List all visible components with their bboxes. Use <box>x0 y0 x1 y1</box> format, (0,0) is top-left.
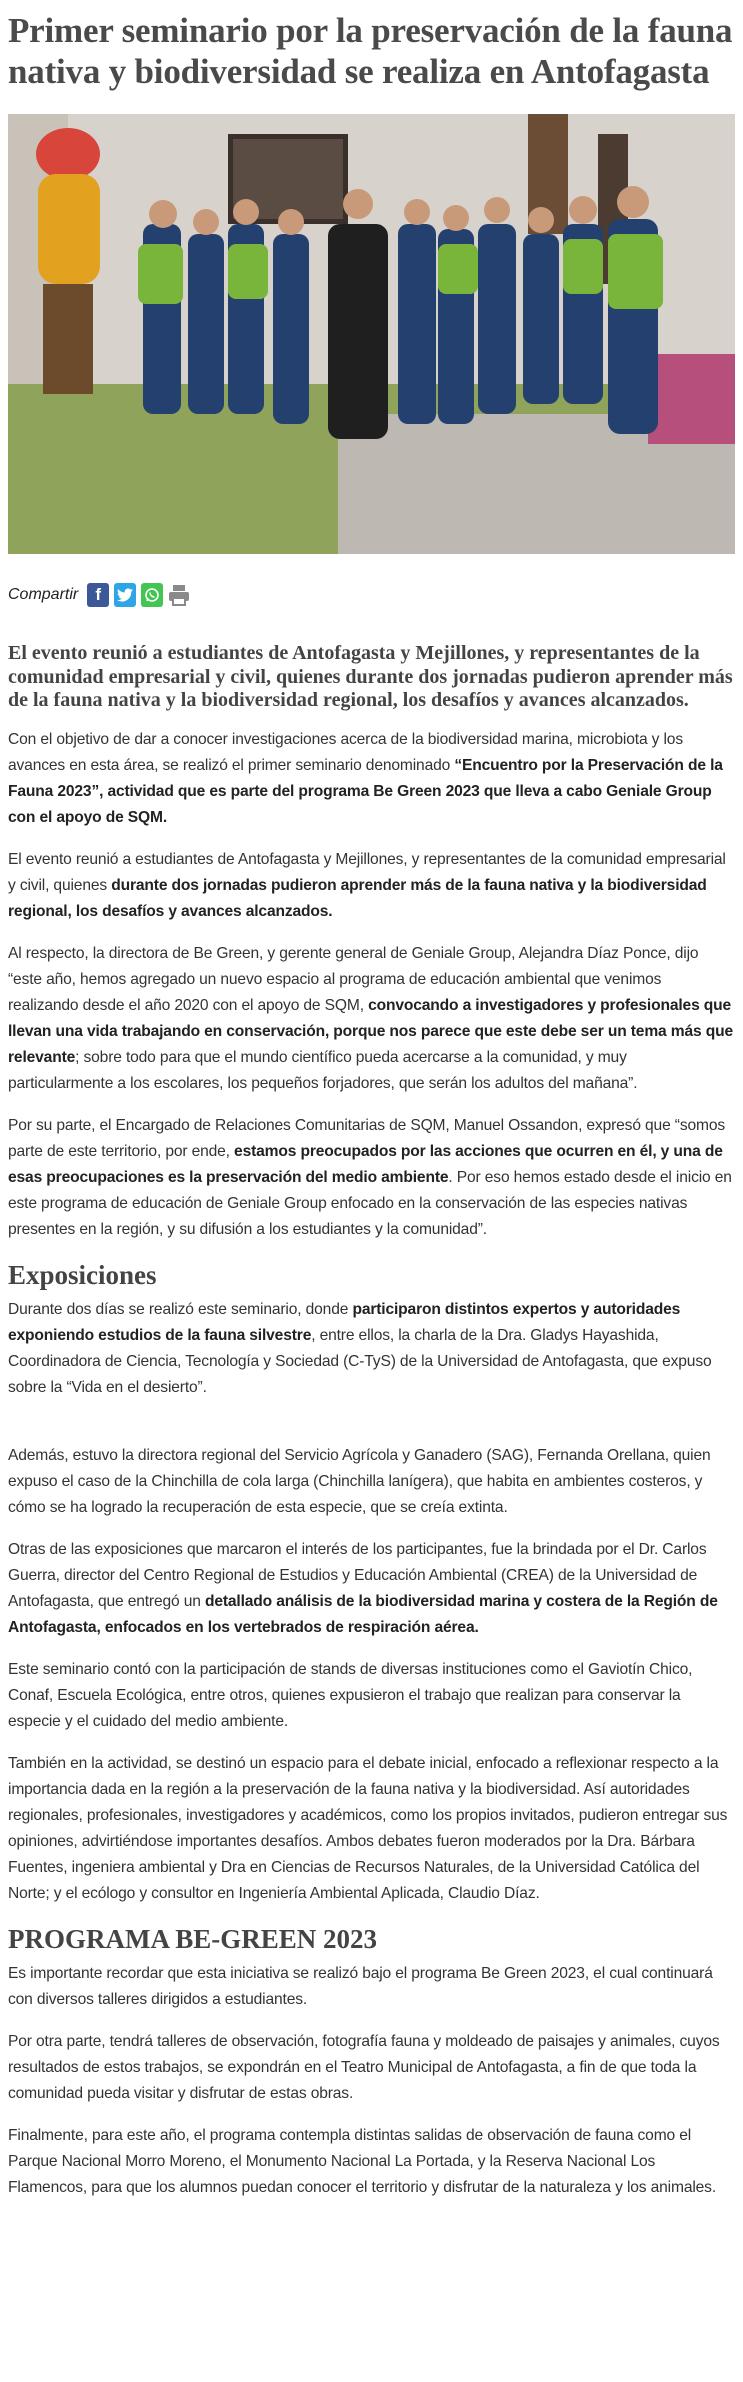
bold-text: participaron distintos expertos y autoridades exponiendo estudios de la fauna silvestre <box>8 1300 681 1344</box>
share-bar <box>8 582 735 608</box>
spacer <box>8 1417 735 1443</box>
text: , entre ellos, la charla de la Dra. Gladys Hayashida, Coordinadora de Ciencia, Tecnología y Sociedad (C-TyS) de la Universidad de Antofagasta, que expuso sobre la “Vida en el desierto”. <box>8 1326 712 1396</box>
body-paragraph <box>8 2029 735 2107</box>
body-paragraph <box>8 1443 735 1521</box>
text: Otras de las exposiciones que marcaron el interés de los participantes, fue la brindada por el Dr. Carlos Guerra, director del Centro Regional de Estudios y Educación Ambiental (CREA) de la Universidad de Antofagasta, que entregó un <box>8 1540 707 1610</box>
text: Además, estuvo la directora regional del Servicio Agrícola y Ganadero (SAG), Fernanda Orellana, quien expuso el caso de la Chinchilla de cola larga (Chinchilla lanígera), que habita en ambientes costeros, y cómo se ha logrado la recuperación de esta especie, que se creía extinta. <box>8 1446 711 1516</box>
text: Por otra parte, tendrá talleres de observación, fotografía fauna y moldeado de paisajes y animales, cuyos resultados de estos trabajos, se expondrán en el Teatro Municipal de Antofagasta, a fin de que toda la comunidad pueda visitar y disfrutar de estas obras. <box>8 2032 720 2102</box>
text: Finalmente, para este año, el programa contempla distintas salidas de observación de fauna como el Parque Nacional Morro Moreno, el Monumento Nacional La Portada, y la Reserva Nacional Los Flamencos, para que los alumnos puedan conocer el territorio y disfrutar de la naturaleza y los animales. <box>8 2126 717 2196</box>
bold-text: estamos preocupados por las acciones que ocurren en él, y una de esas preocupaciones es la preservación del medio ambiente <box>8 1142 723 1186</box>
text: Con el objetivo de dar a conocer investigaciones acerca de la biodiversidad marina, microbiota y los avances en esta área, se realizó el primer seminario denominado <box>8 730 683 774</box>
body-paragraph <box>8 847 735 925</box>
print-icon[interactable] <box>168 583 190 607</box>
whatsapp-icon[interactable] <box>141 583 163 607</box>
section-heading: PROGRAMA BE-GREEN 2023 <box>8 1923 378 1954</box>
text: Es importante recordar que esta iniciativa se realizó bajo el programa Be Green 2023, el cual continuará con diversos talleres dirigidos a estudiantes. <box>8 1964 713 2008</box>
facebook-icon[interactable]: f <box>87 583 109 607</box>
text: Por su parte, el Encargado de Relaciones Comunitarias de SQM, Manuel Ossandon, expresó que “somos parte de este territorio, por ende, <box>8 1116 726 1160</box>
text: El evento reunió a estudiantes de Antofagasta y Mejillones, y representantes de la comunidad empresarial y civil, quienes <box>8 850 726 894</box>
article-photo <box>8 114 735 554</box>
body-paragraph <box>8 1657 735 1735</box>
article-body <box>8 727 735 2201</box>
text: . Por eso hemos estado desde el inicio en este programa de educación de Geniale Group enfocado en la conservación de las especies nativas presentes en la región, y su difusión a los estudiantes y la comunidad”. <box>8 1168 732 1238</box>
text: ; sobre todo para que el mundo científico pueda acercarse a la comunidad, y muy particularmente a los escolares, los pequeños forjadores, que serán los adultos del mañana”. <box>8 1048 638 1092</box>
twitter-icon[interactable] <box>114 583 136 607</box>
section-heading: Exposiciones <box>8 1259 157 1290</box>
share-label: Compartir <box>8 586 79 603</box>
bold-text: durante dos jornadas pudieron aprender más de la fauna nativa y la biodiversidad regional, los desafíos y avances alcanzados. <box>8 876 707 920</box>
body-paragraph <box>8 1297 735 1401</box>
text: Durante dos días se realizó este seminario, donde <box>8 1300 353 1318</box>
bold-text: “Encuentro por la Preservación de la Fauna 2023”, actividad que es parte del programa Be Green 2023 que lleva a cabo Geniale Group con el apoyo de SQM. <box>8 756 723 826</box>
bold-text: convocando a investigadores y profesionales que llevan una vida trabajando en conservación, porque nos parece que este debe ser un tema más que relevante <box>8 996 733 1066</box>
text: Al respecto, la directora de Be Green, y gerente general de Geniale Group, Alejandra Díaz Ponce, dijo “este año, hemos agregado un nuevo espacio al programa de educación ambiental que venimos realizando desde el año 2020 con el apoyo de SQM, <box>8 944 699 1014</box>
body-paragraph <box>8 1537 735 1641</box>
body-paragraph <box>8 1113 735 1243</box>
text: También en la actividad, se destinó un espacio para el debate inicial, enfocado a reflexionar respecto a la importancia dada en la región a la preservación de la fauna nativa y la biodiversidad. Así autoridades regionales, profesionales, investigadores y académicos, como los propios invitados, pudieron entregar sus opiniones, advirtiéndose importantes desafíos. Ambos debates fueron moderados por la Dra. Bárbara Fuentes, ingeniera ambiental y Dra en Ciencias de Recursos Naturales, de la Universidad Católica del Norte; y el ecólogo y consultor en Ingeniería Ambiental Aplicada, Claudio Díaz. <box>8 1754 728 1902</box>
body-paragraph <box>8 1751 735 1907</box>
bold-text: detallado análisis de la biodiversidad marina y costera de la Región de Antofagasta, enfocados en los vertebrados de respiración aérea. <box>8 1592 718 1636</box>
text: Este seminario contó con la participación de stands de diversas instituciones como el Gaviotín Chico, Conaf, Escuela Ecológica, entre otros, quienes expusieron el trabajo que realizan para conservar la especie y el cuidado del medio ambiente. <box>8 1660 693 1730</box>
body-paragraph <box>8 941 735 1097</box>
body-paragraph <box>8 2123 735 2201</box>
body-paragraph <box>8 727 735 831</box>
article-lead: El evento reunió a estudiantes de Antofagasta y Mejillones, y representantes de la comunidad empresarial y civil, quienes durante dos jornadas pudieron aprender más de la fauna nativa y la biodiversidad regional, los desafíos y avances alcanzados. <box>8 642 733 711</box>
article-title: Primer seminario por la preservación de la fauna nativa y biodiversidad se realiza en Antofagasta <box>8 11 733 91</box>
article <box>0 10 743 2201</box>
group-photo-image <box>8 114 735 554</box>
body-paragraph <box>8 1961 735 2013</box>
